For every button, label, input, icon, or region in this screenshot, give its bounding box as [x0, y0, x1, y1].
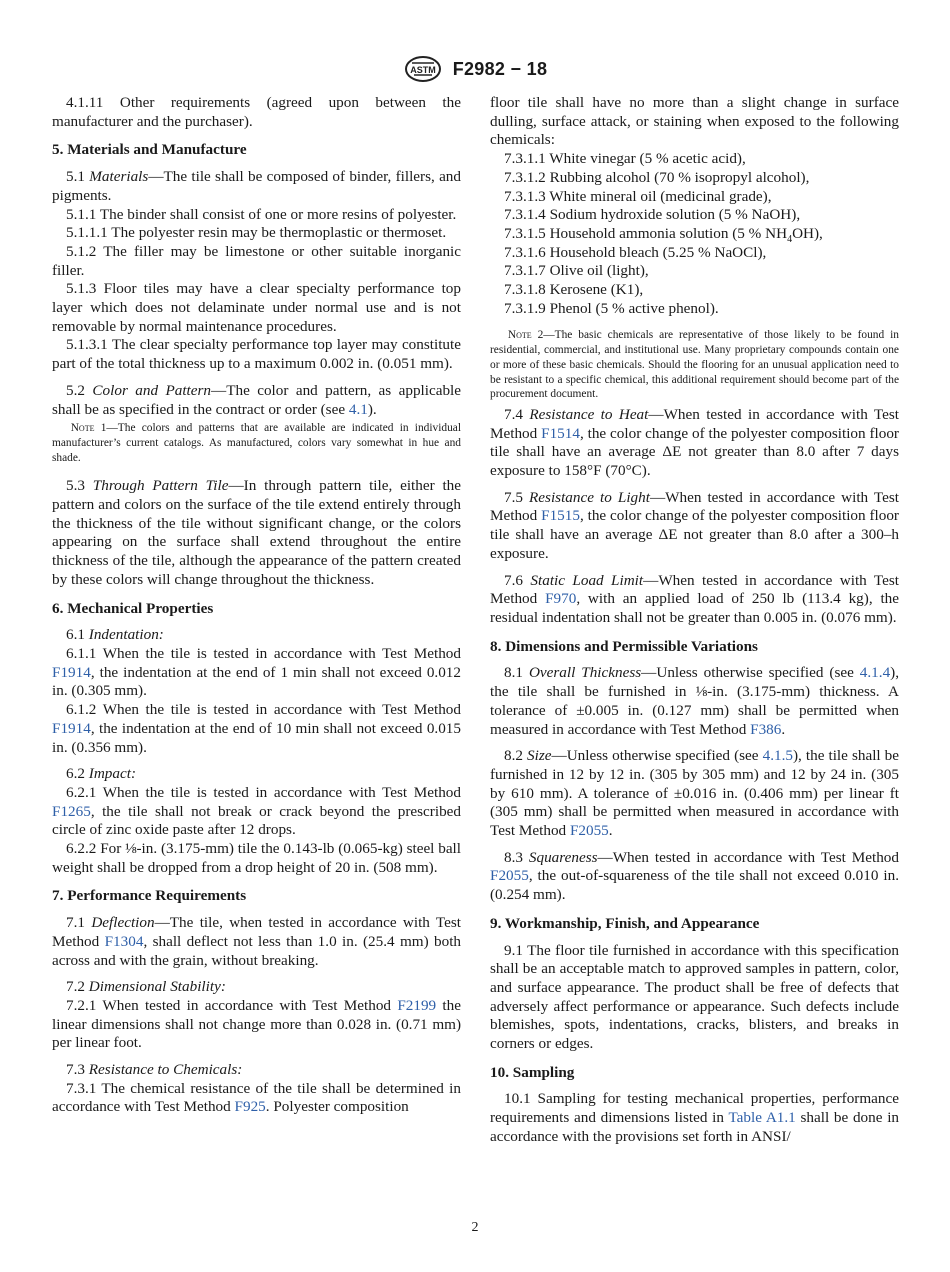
- para-6-1-2: 6.1.2 When the tile is tested in accordance with Test Method F1914, the indentation at the end of 10 min shall not exceed 0.015 in. (0.356 mm).: [52, 701, 461, 756]
- chem-item: 7.3.1.5 Household ammonia solution (5 % $NH_4OH$),: [504, 224, 823, 245]
- para-9-1: 9.1 The floor tile furnished in accordance with this specification shall be an acceptable match to approved samples in pattern, color, and surface appearance. The product shall be free of defects that adversely affect performance or appearance. Such defects include blemishes, spots, indentations, cracks, blisters, and breaks in corners or edges.: [490, 941, 899, 1053]
- page-number: 2: [471, 1220, 479, 1235]
- para-5-3: 5.3 Through Pattern Tile—In through pattern tile, either the pattern and colors on the surface of the tile extend entirely through the thickness of the tile without significant change, or the colors appearing on the surface shall extend throughout the entire thickness of the tile, although the appearance of the pattern created by these colors will change throughout the thickness.: [52, 477, 461, 588]
- para-5-2: 5.2 Color and Pattern—The color and pattern, as applicable shall be as specified in the contract or order (see 4.1).: [52, 381, 462, 418]
- chem-item: 7.3.1.8 Kerosene (K1),: [504, 281, 644, 299]
- para-7-3-1: 7.3.1 The chemical resistance of the tile shall be determined in accordance with Test Method F925. Polyester composition: [52, 1079, 461, 1116]
- para-5-1-1-1: 5.1.1.1 The polyester resin may be thermoplastic or thermoset.: [66, 224, 447, 242]
- ref-link-table-a1-1[interactable]: Table A1.1: [728, 1109, 796, 1127]
- para-5-1: 5.1 Materials—The tile shall be composed of binder, fillers, and pigments.: [52, 168, 461, 204]
- chem-item: 7.3.1.9 Phenol (5 % active phenol).: [504, 299, 719, 317]
- para-7-5: 7.5 Resistance to Light—When tested in accordance with Test Method F1515, the color change of the polyester composition floor tile shall have an average ΔE not greater than 8.0 after a 300–h exposure.: [490, 488, 899, 562]
- page-header: [0, 55, 950, 87]
- ref-link-f1914[interactable]: F1914: [52, 663, 91, 681]
- chem-item: 7.3.1.2 Rubbing alcohol (70 % isopropyl alcohol),: [504, 168, 810, 186]
- note-1: Note 1—The colors and patterns that are available are indicated in individual manufacturer’s current catalogs. As manufactured, colors vary somewhat in hue and shade.: [52, 422, 461, 464]
- para-7-6: 7.6 Static Load Limit—When tested in accordance with Test Method F970, with an applied load of 250 lb (113.4 kg), the residual indentation shall not be greater than 0.005 in. (0.076 mm).: [490, 571, 900, 626]
- heading-10: 10. Sampling: [490, 1063, 575, 1081]
- para-5-1-1: 5.1.1 The binder shall consist of one or more resins of polyester.: [66, 205, 457, 223]
- ref-link-f1304[interactable]: F1304: [104, 932, 144, 950]
- para-5-1-3-1: 5.1.3.1 The clear specialty performance top layer may constitute part of the total thickness up to a maximum 0.002 in. (0.051 mm).: [52, 336, 461, 373]
- ref-link-f386[interactable]: F386: [750, 720, 782, 738]
- para-5-1-3: 5.1.3 Floor tiles may have a clear specialty performance top layer which does not delaminate under normal use and is not removable by normal maintenance procedures.: [52, 280, 461, 335]
- para-6-2-2: 6.2.2 For ⅛-in. (3.175-mm) tile the 0.143-lb (0.065-kg) steel ball weight shall be dropped from a drop height of 20 in. (508 mm).: [52, 840, 461, 876]
- chem-item: 7.3.1.3 White mineral oil (medicinal grade),: [504, 187, 772, 205]
- para-6-2-1: 6.2.1 When the tile is tested in accordance with Test Method F1265, the tile shall not break or crack beyond the prescribed circle of zinc oxide paste after 12 drops.: [52, 783, 461, 839]
- ref-link-f970[interactable]: F970: [545, 590, 577, 608]
- astm-logo: [403, 55, 443, 83]
- para-5-1-2: 5.1.2 The filler may be limestone or other suitable inorganic filler.: [52, 242, 461, 279]
- chem-item: 7.3.1.1 White vinegar (5 % acetic acid),: [504, 150, 746, 168]
- ref-link-4-1-5[interactable]: 4.1.5: [762, 747, 793, 765]
- heading-9: 9. Workmanship, Finish, and Appearance: [490, 914, 760, 932]
- para-10-1: 10.1 Sampling for testing mechanical properties, performance requirements and dimensions listed in Table A1.1 shall be done in accordance with the provisions set forth in ANSI/: [490, 1090, 900, 1145]
- ref-link-f1514[interactable]: F1514: [541, 424, 580, 442]
- para-6-1-1: 6.1.1 When the tile is tested in accordance with Test Method F1914, the indentation at the end of 1 min shall not exceed 0.012 in. (0.305 mm).: [52, 644, 461, 700]
- para-7-1: 7.1 Deflection—The tile, when tested in accordance with Test Method F1304, shall deflect not less than 1.0 in. (25.4 mm) both across and with the grain, without breaking.: [52, 914, 462, 969]
- ref-link-f1914[interactable]: F1914: [52, 719, 91, 737]
- para-7-2: 7.2 Dimensional Stability:: [66, 978, 226, 996]
- svg-text:ASTM: ASTM: [409, 65, 436, 75]
- para-6-1: 6.1 Indentation:: [66, 626, 164, 644]
- heading-8: 8. Dimensions and Permissible Variations: [490, 637, 758, 655]
- right-column: [490, 94, 899, 1147]
- chem-item: 7.3.1.4 Sodium hydroxide solution (5 % NaOH),: [504, 206, 801, 224]
- para-8-3: 8.3 Squareness—When tested in accordance with Test Method F2055, the out-of-squareness of the tile shall not exceed 0.010 in. (0.254 mm).: [490, 848, 899, 904]
- ref-link-f2055[interactable]: F2055: [569, 822, 609, 840]
- document-code: F2982 − 18: [452, 58, 548, 79]
- para-7-2-1: 7.2.1 When tested in accordance with Test Method F2199 the linear dimensions shall not change more than 0.028 in. (0.71 mm) per linear foot.: [52, 996, 461, 1052]
- heading-7: 7. Performance Requirements: [52, 887, 247, 905]
- ref-link-f1265[interactable]: F1265: [52, 802, 91, 820]
- para-8-1: 8.1 Overall Thickness—Unless otherwise specified (see 4.1.4), the tile shall be furnished in ⅛-in. (3.175-mm) thickness. A tolerance of ±0.005 in. (0.127 mm) shall be permitted when measured in accordance with Test Method F386.: [490, 664, 900, 738]
- left-column: [52, 94, 461, 1117]
- note-2: Note 2—The basic chemicals are representative of those likely to be found in residential, commercial, and institutional use. Many proprietary compounds contain one or more of these basic chemicals. Should the flooring for an unusual application need to be resistant to a specific chemical, this additional requirement should become part of the procurement document.: [490, 329, 899, 401]
- chem-item: 7.3.1.6 Household bleach (5.25 % NaOCl),: [504, 243, 767, 261]
- ref-link-4-1[interactable]: 4.1: [348, 400, 368, 418]
- para-6-2: 6.2 Impact:: [66, 765, 137, 783]
- ref-link-f1515[interactable]: F1515: [541, 507, 580, 525]
- chem-item: 7.3.1.7 Olive oil (light),: [504, 262, 649, 280]
- ref-link-f925[interactable]: F925: [234, 1098, 266, 1116]
- heading-6: 6. Mechanical Properties: [52, 599, 214, 617]
- para-7-4: 7.4 Resistance to Heat—When tested in accordance with Test Method F1514, the color change of the polyester composition floor tile shall have an average ΔE not greater than 8.0 after 7 days exposure to 158°F (70°C).: [490, 405, 899, 480]
- ref-link-f2199[interactable]: F2199: [397, 996, 437, 1014]
- para-7-3-1-cont: floor tile shall have no more than a slight change in surface dulling, surface attack, or staining when exposed to the following chemicals:: [490, 94, 899, 149]
- para-8-2: 8.2 Size—Unless otherwise specified (see 4.1.5), the tile shall be furnished in 12 by 12 in. (305 by 305 mm) and 12 by 24 in. (305 by 610 mm). A tolerance of ±0.016 in. (0.406 mm) per linear ft (305 mm) shall be permitted when measured in accordance with Test Method F2055.: [490, 747, 900, 840]
- para-4-1-11: 4.1.11 Other requirements (agreed upon between the manufacturer and the purchaser).: [52, 94, 461, 130]
- heading-5: 5. Materials and Manufacture: [52, 141, 247, 159]
- ref-link-f2055[interactable]: F2055: [490, 867, 529, 885]
- ref-link-4-1-4[interactable]: 4.1.4: [859, 664, 891, 682]
- para-7-3: 7.3 Resistance to Chemicals:: [66, 1061, 243, 1079]
